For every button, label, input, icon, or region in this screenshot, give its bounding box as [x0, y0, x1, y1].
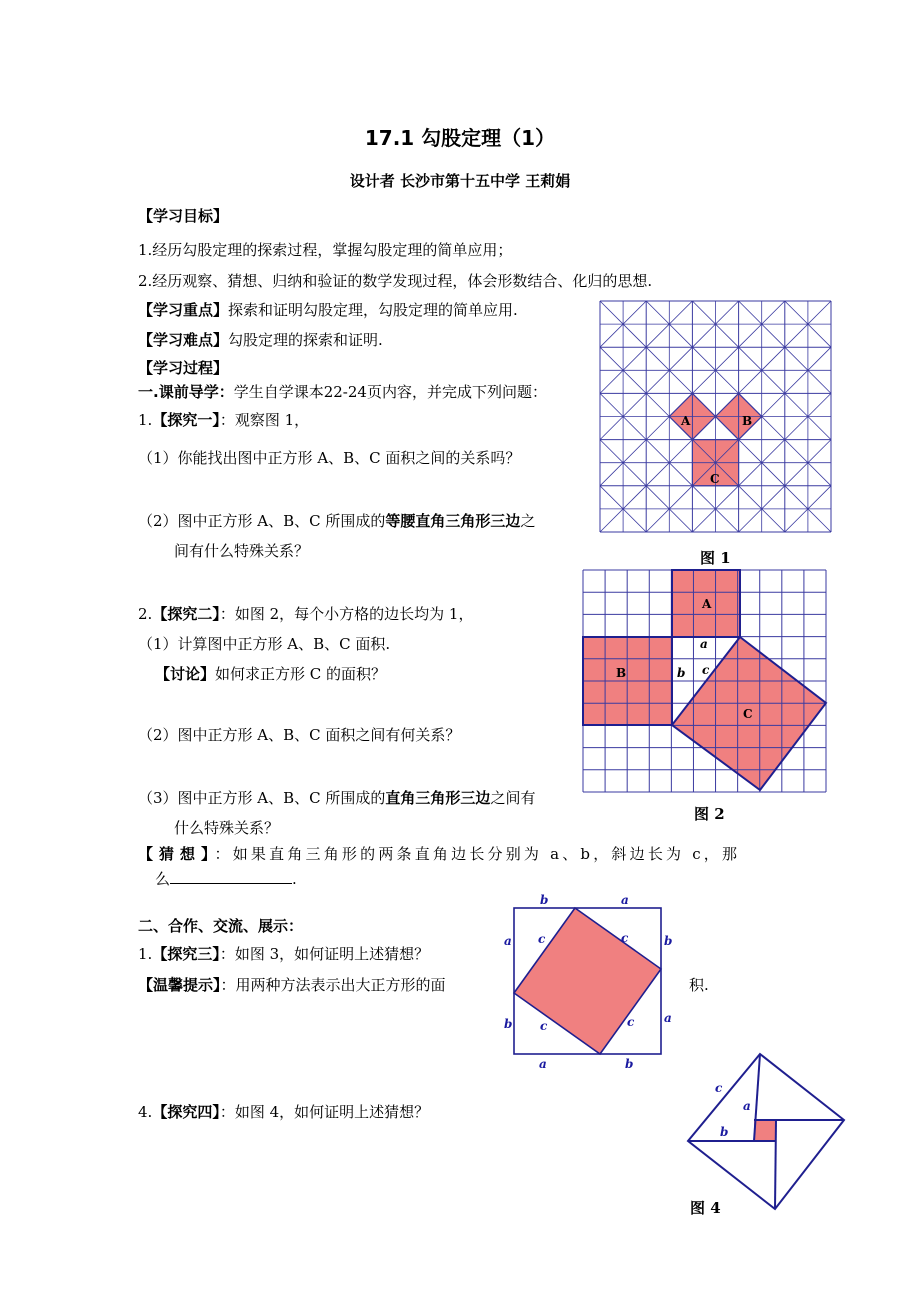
fig4-label-b: b — [720, 1125, 729, 1139]
explore1-q2 — [138, 511, 535, 531]
fig3-label-b-left: b — [504, 1017, 513, 1031]
explore1-text: ：观察图 1， — [219, 411, 310, 429]
fig3-inner-square — [514, 908, 661, 1054]
explore2-q3-text: （3）图中正方形 A、B、C 所围成的 — [138, 789, 386, 807]
difficulty-line — [138, 330, 383, 350]
discuss-label: 【讨论】 — [155, 665, 216, 683]
explore1-line — [138, 410, 309, 430]
explore2-q1: （1）计算图中正方形 A、B、C 面积. — [138, 635, 391, 653]
explore1-q2-cont: 间有什么特殊关系？ — [174, 542, 310, 560]
goal-1: 1.经历勾股定理的探索过程，掌握勾股定理的简单应用； — [138, 241, 513, 259]
answer-blank[interactable] — [170, 869, 292, 884]
hint-end: 积. — [689, 976, 709, 994]
difficulty-text: 勾股定理的探索和证明. — [228, 331, 383, 349]
pre-study-text: 学生自学课本22-24页内容，并完成下列问题： — [233, 383, 547, 401]
guess-line — [138, 844, 740, 864]
discuss-text: 如何求正方形 C 的面积？ — [215, 665, 387, 683]
focus-label: 【学习重点】 — [138, 301, 229, 319]
explore1-q1: （1）你能找出图中正方形 A、B、C 面积之间的关系吗？ — [138, 449, 521, 467]
fig3-label-c-br: c — [627, 1015, 635, 1029]
fig1-label-b: B — [742, 414, 753, 428]
fig3-label-b-top: b — [540, 893, 549, 907]
explore2-line — [138, 604, 473, 624]
guess-label: 【猜想】 — [138, 845, 215, 863]
fig2-label-C: C — [743, 707, 753, 721]
figure-4-caption: 图 4 — [690, 1199, 721, 1217]
explore2-label: 【探究二】 — [152, 605, 220, 623]
explore1-num: 1. — [138, 411, 153, 429]
fig2-label-A: A — [702, 597, 712, 611]
explore3-line — [138, 944, 429, 964]
section2-heading: 二、合作、交流、展示： — [138, 917, 304, 935]
fig3-label-a-bottom: a — [539, 1057, 547, 1071]
explore2-num: 2. — [138, 605, 153, 623]
explore4-num: 4. — [138, 1103, 153, 1121]
explore1-label: 【探究一】 — [152, 411, 220, 429]
goals-heading: 【学习目标】 — [138, 207, 229, 225]
fig1-label-a: A — [681, 414, 691, 428]
guess-end: . — [292, 870, 297, 888]
explore3-label: 【探究三】 — [152, 945, 220, 963]
hint-label: 【温馨提示】 — [138, 976, 221, 994]
explore1-q2-bold: 等腰直角三角形三边 — [385, 512, 521, 530]
explore4-label: 【探究四】 — [152, 1103, 220, 1121]
guess-cont-text: 么 — [155, 870, 171, 888]
page-title: 17.1 勾股定理（1） — [364, 126, 556, 150]
pre-study-line — [138, 382, 547, 402]
explore1-q2-tail: 之 — [520, 512, 536, 530]
fig4-label-a: a — [743, 1099, 751, 1113]
process-heading: 【学习过程】 — [138, 359, 229, 377]
explore3-text: ：如图 3，如何证明上述猜想？ — [219, 945, 430, 963]
explore2-text: ：如图 2，每个小方格的边长均为 1， — [219, 605, 474, 623]
goal-2: 2.经历观察、猜想、归纳和验证的数学发现过程，体会形数结合、化归的思想. — [138, 272, 653, 290]
figure-3 — [495, 892, 685, 1072]
figure-1 — [600, 301, 833, 534]
fig2-label-b: b — [677, 666, 686, 680]
explore2-q3-tail: 之间有 — [490, 789, 536, 807]
fig2-label-c: c — [702, 663, 710, 677]
fig3-label-a-left: a — [504, 934, 512, 948]
fig2-label-B: B — [616, 666, 627, 680]
explore4-line — [138, 1102, 429, 1122]
figure-1-caption: 图 1 — [700, 549, 731, 567]
focus-text: 探索和证明勾股定理，勾股定理的简单应用. — [228, 301, 518, 319]
explore4-text: ：如图 4，如何证明上述猜想？ — [219, 1103, 430, 1121]
guess-cont — [155, 869, 297, 889]
difficulty-label: 【学习难点】 — [138, 331, 229, 349]
figure-4 — [686, 1052, 848, 1212]
explore2-q2: （2）图中正方形 A、B、C 面积之间有何关系？ — [138, 726, 461, 744]
fig3-label-b-bottom: b — [625, 1057, 634, 1071]
fig3-label-a-top: a — [621, 893, 629, 907]
focus-line — [138, 300, 518, 320]
hint-text: ：用两种方法表示出大正方形的面 — [220, 976, 446, 994]
figure-2 — [583, 570, 826, 792]
pre-study-label: 一.课前导学： — [138, 383, 234, 401]
explore2-q3-cont: 什么特殊关系？ — [174, 819, 280, 837]
fig3-label-c-tr: c — [621, 931, 629, 945]
fig3-label-a-right: a — [664, 1011, 672, 1025]
explore1-q2-text: （2）图中正方形 A、B、C 所围成的 — [138, 512, 386, 530]
hint-line — [138, 975, 446, 995]
fig3-label-c-bl: c — [540, 1019, 548, 1033]
fig4-center-square — [754, 1120, 776, 1141]
discuss-line — [155, 664, 386, 684]
explore2-q3-bold: 直角三角形三边 — [385, 789, 491, 807]
explore2-q3 — [138, 788, 535, 808]
fig3-label-c-tl: c — [538, 932, 546, 946]
fig3-label-b-right: b — [664, 934, 673, 948]
fig1-label-c: C — [710, 472, 720, 486]
author-line: 设计者 长沙市第十五中学 王莉娟 — [349, 172, 571, 190]
fig4-label-c: c — [715, 1081, 723, 1095]
fig2-label-a: a — [700, 637, 708, 651]
guess-text: ：如果直角三角形的两条直角边长分别为 a、b，斜边长为 c，那 — [214, 845, 741, 863]
figure-2-caption: 图 2 — [694, 805, 725, 823]
explore3-num: 1. — [138, 945, 153, 963]
